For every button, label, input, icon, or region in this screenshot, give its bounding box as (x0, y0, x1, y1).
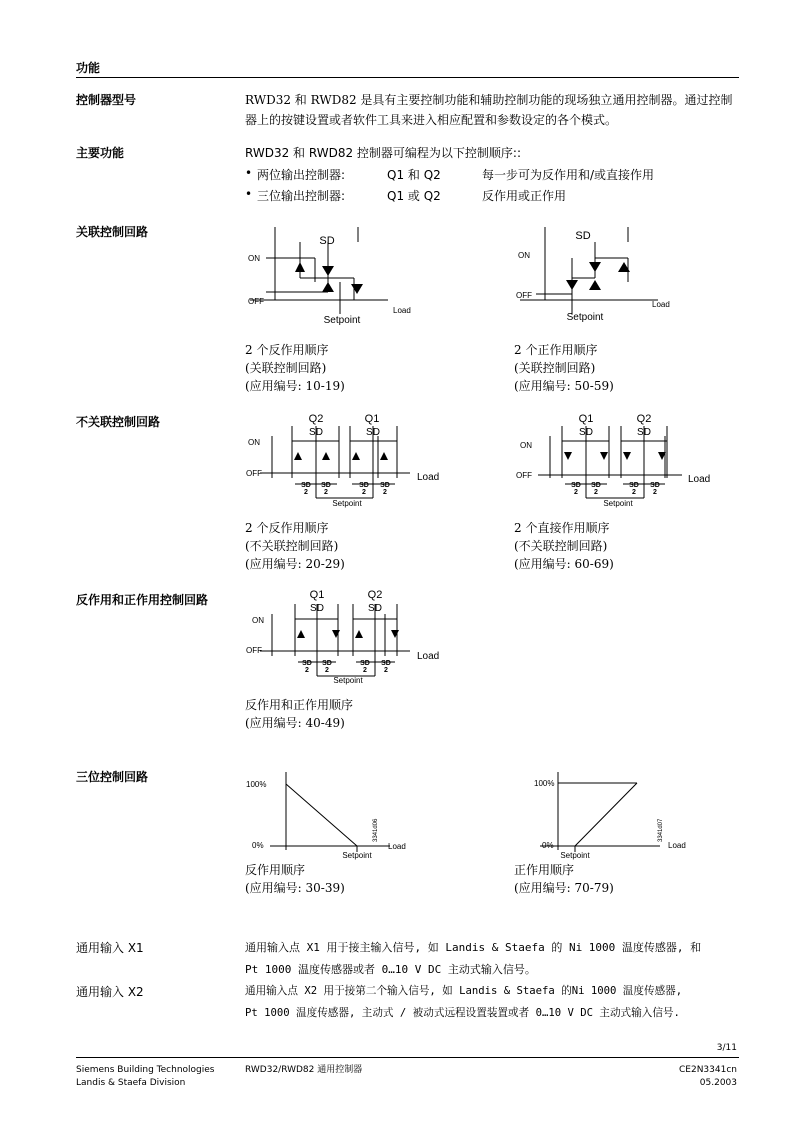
x2-line: 通用输入点 X2 用于接第二个输入信号, 如 Landis & Staefa 的Ni 1000 温度传感器, (245, 985, 683, 997)
main-row-name: 三位输出控制器: (257, 189, 346, 203)
caption-line: (不关联控制回路) (514, 539, 608, 553)
section-label-mixed: 反作用和正作用控制回路 (76, 593, 209, 607)
label-load: Load (393, 306, 411, 315)
caption-line: 反作用和正作用顺序 (245, 698, 354, 712)
label-sd: SD (302, 660, 312, 667)
label-q2: Q2 (636, 413, 652, 425)
label-100pct: 100% (534, 779, 555, 788)
three-pos-reverse-diagram (240, 768, 420, 864)
label-sd: SD (360, 660, 370, 667)
main-row-name: 两位输出控制器: (257, 168, 346, 182)
caption-line: (应用编号: 70-79) (514, 881, 614, 895)
label-q1: Q1 (364, 413, 380, 425)
unlinked-right-caption (514, 519, 614, 573)
caption-line: 2 个反作用顺序 (245, 521, 329, 535)
footer-company-block (76, 1064, 215, 1090)
caption-line: (关联控制回路) (514, 361, 596, 375)
label-load: Load (417, 472, 440, 483)
label-off: OFF (516, 291, 532, 300)
label-setpoint: Setpoint (332, 499, 362, 508)
caption-line: 反作用顺序 (245, 863, 306, 877)
label-on: ON (252, 616, 264, 625)
label-setpoint: Setpoint (603, 499, 633, 508)
label-q1: Q1 (578, 413, 594, 425)
label-sd: SD (322, 660, 332, 667)
label-sd: SD (591, 482, 601, 489)
footer-division: Landis & Staefa Division (76, 1078, 186, 1088)
label-load: Load (417, 651, 440, 662)
label-off: OFF (246, 646, 262, 655)
label-setpoint: Setpoint (333, 676, 363, 685)
model-text: RWD32 和 RWD82 是具有主要控制功能和辅助控制功能的现场独立通用控制器。通过控制器上的按键设置或者软件工具来进入相应配置和参数设定的各个模式。 (245, 93, 733, 127)
linked-left-caption (245, 341, 345, 395)
label-sd-half: 2 (384, 667, 388, 674)
section-label-main: 主要功能 (76, 146, 125, 160)
caption-line: (应用编号: 60-69) (514, 557, 614, 571)
label-sd-half: 2 (305, 667, 309, 674)
label-0pct: 0% (252, 841, 264, 850)
label-sd: SD (637, 427, 651, 438)
caption-line: (不关联控制回路) (245, 539, 339, 553)
label-off: OFF (248, 297, 264, 306)
label-sd-half: 2 (362, 489, 366, 496)
bullet: • (245, 187, 253, 201)
caption-line: (应用编号: 10-19) (245, 379, 345, 393)
label-sd: SD (650, 482, 660, 489)
three-pos-direct-diagram (510, 768, 690, 864)
label-on: ON (518, 251, 530, 260)
caption-line: (关联控制回路) (245, 361, 327, 375)
label-sd-half: 2 (324, 489, 328, 496)
figure-code: 3341d06 (373, 818, 379, 842)
caption-line: (应用编号: 40-49) (245, 716, 345, 730)
label-setpoint: Setpoint (560, 851, 590, 860)
footer-company: Siemens Building Technologies (76, 1065, 215, 1075)
x2-text (245, 980, 740, 1024)
label-on: ON (520, 441, 532, 450)
x1-line: Pt 1000 温度传感器或者 0…10 V DC 主动式输入信号。 (245, 963, 536, 976)
label-sd: SD (575, 230, 591, 242)
linked-right-caption (514, 341, 614, 395)
label-sd: SD (310, 603, 324, 614)
main-row-outputs: Q1 和 Q2 (387, 168, 441, 182)
label-q2: Q2 (367, 589, 383, 601)
section-label-unlinked: 不关联控制回路 (76, 415, 161, 429)
label-off: OFF (516, 471, 532, 480)
page-number: 3/11 (716, 1043, 737, 1053)
label-sd-half: 2 (653, 489, 657, 496)
label-sd-half: 2 (594, 489, 598, 496)
label-sd-half: 2 (363, 667, 367, 674)
section-label-model: 控制器型号 (76, 93, 137, 107)
label-sd: SD (309, 427, 323, 438)
caption-line: 2 个正作用顺序 (514, 343, 598, 357)
main-row-outputs: Q1 或 Q2 (387, 189, 441, 203)
caption-line: 2 个直接作用顺序 (514, 521, 610, 535)
footer-doc-block (679, 1064, 737, 1090)
label-sd: SD (368, 603, 382, 614)
footer-product: RWD32/RWD82 通用控制器 (245, 1065, 363, 1075)
mixed-diagram (240, 586, 450, 688)
unlinked-direct-diagram (510, 408, 725, 510)
bullet: • (245, 166, 253, 180)
label-setpoint: Setpoint (566, 312, 604, 323)
label-sd: SD (579, 427, 593, 438)
main-row-desc: 每一步可为反作用和/或直接作用 (482, 168, 655, 182)
linked-direct-diagram (510, 222, 690, 332)
x2-line: Pt 1000 温度传感器, 主动式 / 被动式远程设置装置或者 0…10 V DC 主动式输入信号. (245, 1007, 680, 1019)
label-sd: SD (571, 482, 581, 489)
label-100pct: 100% (246, 780, 267, 789)
label-load: Load (688, 474, 711, 485)
label-sd: SD (321, 482, 331, 489)
mixed-caption (245, 696, 353, 732)
caption-line: (应用编号: 50-59) (514, 379, 614, 393)
label-load: Load (388, 842, 406, 851)
main-intro: RWD32 和 RWD82 控制器可编程为以下控制顺序:: (245, 146, 521, 160)
label-0pct: 0% (542, 841, 554, 850)
x1-line: 通用输入点 X1 用于接主输入信号, 如 Landis & Staefa 的 Ni 1000 温度传感器, 和 (245, 941, 702, 954)
label-sd: SD (629, 482, 639, 489)
label-sd: SD (359, 482, 369, 489)
footer-doc-code: CE2N3341cn (679, 1065, 737, 1075)
header-rule (76, 77, 739, 78)
label-sd: SD (301, 482, 311, 489)
label-sd: SD (319, 235, 335, 247)
label-q1: Q1 (309, 589, 325, 601)
figure-code: 3341d07 (658, 818, 664, 842)
label-sd-half: 2 (574, 489, 578, 496)
label-sd-half: 2 (325, 667, 329, 674)
caption-line: 正作用顺序 (514, 863, 575, 877)
unlinked-reverse-diagram (240, 408, 450, 510)
unlinked-left-caption (245, 519, 345, 573)
footer-rule (76, 1057, 739, 1058)
linked-reverse-diagram (240, 222, 420, 332)
label-sd-half: 2 (304, 489, 308, 496)
label-q2: Q2 (308, 413, 324, 425)
label-on: ON (248, 438, 260, 447)
label-off: OFF (246, 469, 262, 478)
section-label-linked: 关联控制回路 (76, 225, 149, 239)
caption-line: (应用编号: 20-29) (245, 557, 345, 571)
three-pos-right-caption (514, 861, 614, 897)
label-sd: SD (366, 427, 380, 438)
label-setpoint: Setpoint (342, 851, 372, 860)
x1-text (245, 937, 740, 981)
three-pos-left-caption (245, 861, 345, 897)
section-label-x1: 通用输入 X1 (76, 941, 144, 955)
label-setpoint: Setpoint (323, 315, 361, 326)
footer-date: 05.2003 (699, 1078, 737, 1088)
main-row-desc: 反作用或正作用 (482, 189, 567, 203)
label-sd-half: 2 (383, 489, 387, 496)
section-label-three-pos: 三位控制回路 (76, 770, 149, 784)
section-label-x2: 通用输入 X2 (76, 985, 144, 999)
label-sd-half: 2 (632, 489, 636, 496)
label-sd: SD (380, 482, 390, 489)
label-sd: SD (381, 660, 391, 667)
caption-line: (应用编号: 30-39) (245, 881, 345, 895)
page-title: 功能 (76, 61, 101, 75)
label-load: Load (668, 841, 686, 850)
label-load: Load (652, 300, 670, 309)
caption-line: 2 个反作用顺序 (245, 343, 329, 357)
label-on: ON (248, 254, 260, 263)
